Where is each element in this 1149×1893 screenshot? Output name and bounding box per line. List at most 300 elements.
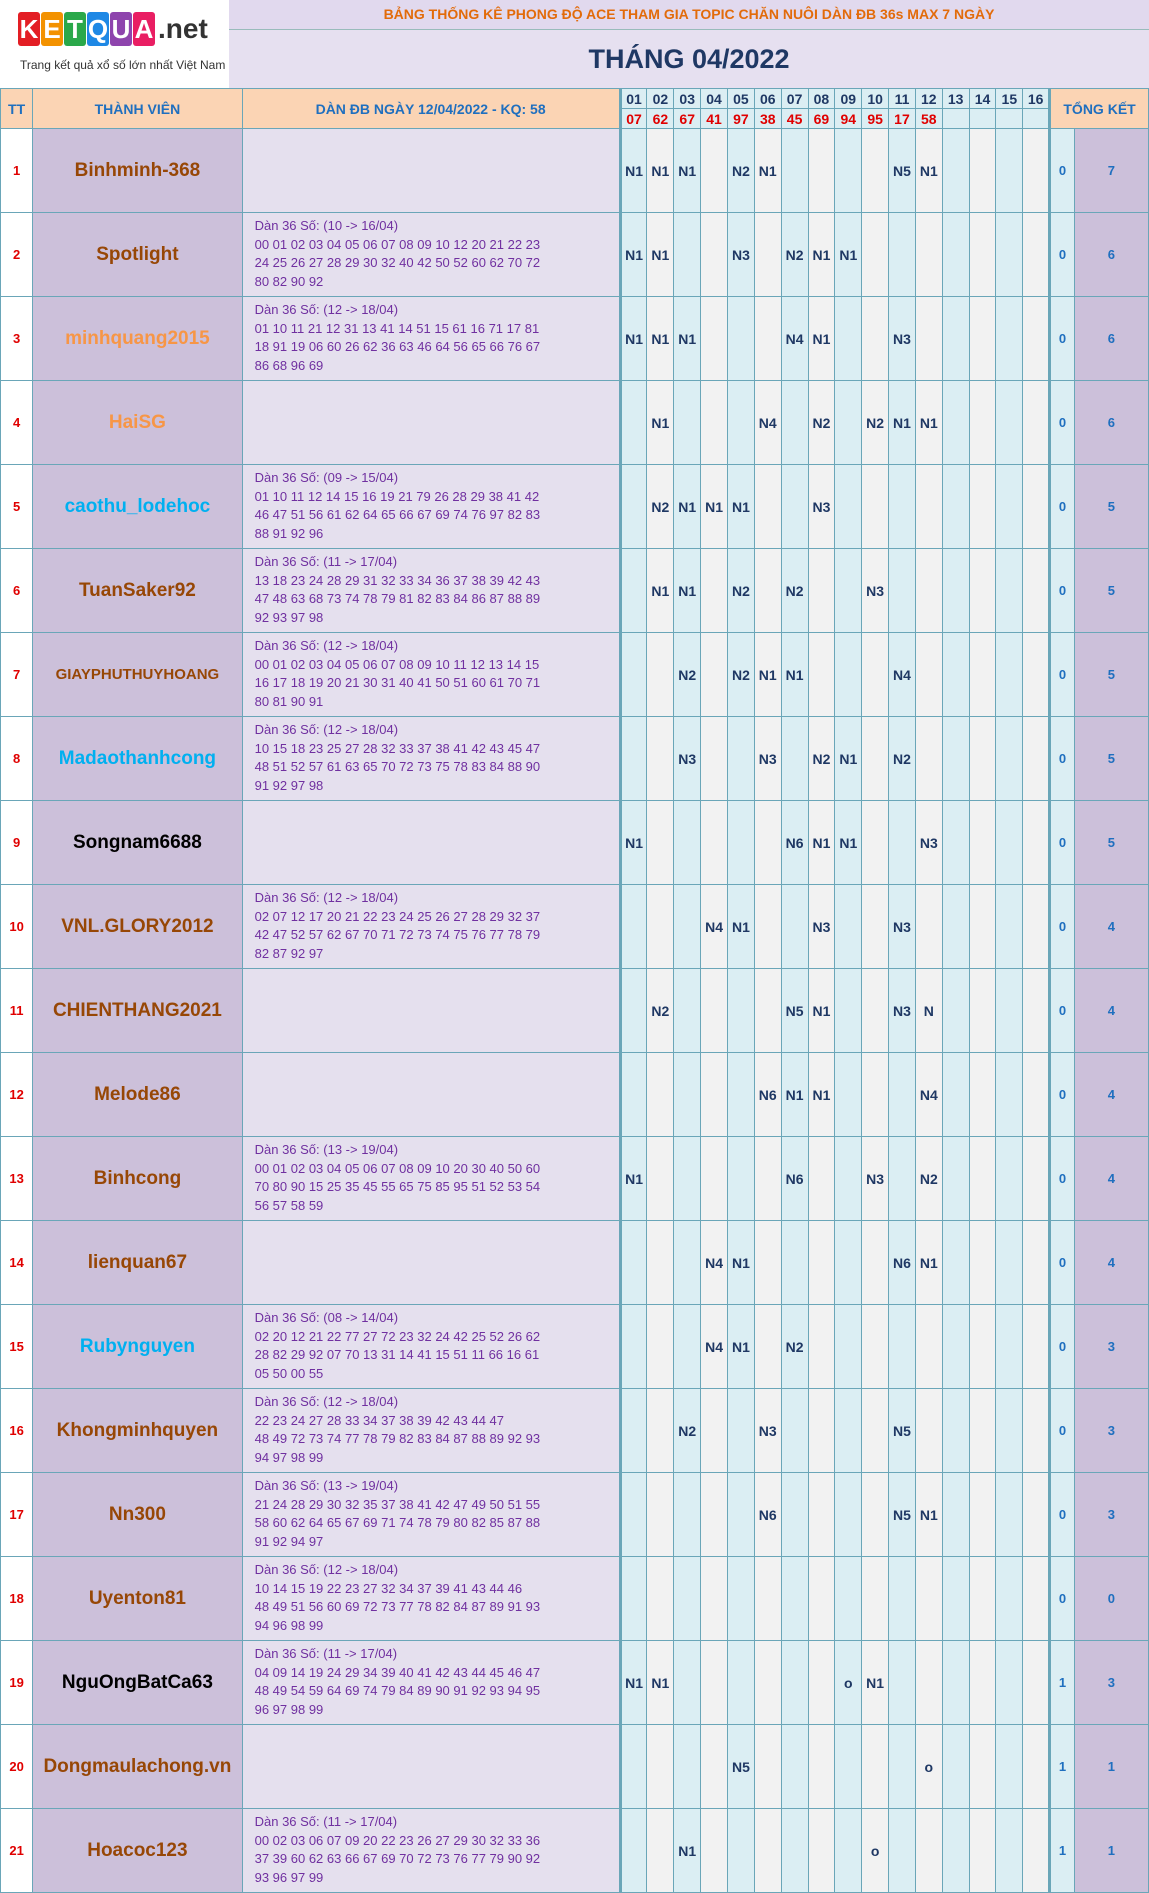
day-cell — [996, 1473, 1023, 1557]
day-cell — [862, 969, 889, 1053]
day-cell: N1 — [701, 465, 728, 549]
day-cell — [915, 1641, 942, 1725]
day-cell — [727, 1473, 754, 1557]
day-cell — [862, 1053, 889, 1137]
total-score: 5 — [1074, 465, 1148, 549]
day-cell — [808, 1221, 835, 1305]
day-cell — [781, 465, 808, 549]
day-cell — [808, 129, 835, 213]
dan-line: Dàn 36 Số: (12 -> 18/04) — [254, 302, 399, 317]
day-cell — [781, 1809, 808, 1893]
hit-count: 0 — [1050, 297, 1075, 381]
day-cell: N2 — [727, 129, 754, 213]
day-header: 15 — [996, 89, 1023, 109]
day-cell: N3 — [889, 969, 916, 1053]
day-cell — [835, 1809, 862, 1893]
day-cell: N1 — [647, 1641, 674, 1725]
dan-line: 00 01 02 03 04 05 06 07 08 09 10 11 12 13 14 15 — [254, 656, 540, 672]
member-name[interactable]: GIAYPHUTHUYHOANG — [33, 633, 242, 717]
day-cell: N3 — [754, 717, 781, 801]
day-cell — [808, 1137, 835, 1221]
day-header: 14 — [969, 89, 996, 109]
day-cell — [969, 1389, 996, 1473]
day-cell — [969, 1305, 996, 1389]
member-name[interactable]: Madaothanhcong — [33, 717, 242, 801]
day-cell: N5 — [727, 1725, 754, 1809]
dan-line: Dàn 36 Số: (11 -> 17/04) — [254, 554, 398, 569]
dan-line: 70 80 90 15 25 35 45 55 65 75 85 95 51 52 53 54 — [254, 1179, 541, 1194]
day-result: 67 — [674, 109, 701, 129]
row-number: 7 — [1, 633, 33, 717]
day-cell — [674, 1305, 701, 1389]
day-cell — [701, 381, 728, 465]
dan-numbers — [242, 1641, 620, 1725]
day-cell — [942, 129, 969, 213]
table-row — [1, 1389, 1149, 1473]
dan-line: Dàn 36 Số: (12 -> 18/04) — [254, 890, 399, 905]
day-cell — [727, 1641, 754, 1725]
day-result: 38 — [754, 109, 781, 129]
day-cell — [620, 549, 647, 633]
day-cell — [781, 1641, 808, 1725]
day-cell — [620, 1389, 647, 1473]
member-name[interactable]: caothu_lodehoc — [33, 465, 242, 549]
day-cell — [1023, 297, 1050, 381]
day-cell — [996, 549, 1023, 633]
dan-line: 02 20 12 21 22 77 27 72 23 32 24 42 25 52 26 62 — [254, 1328, 541, 1344]
day-cell — [915, 885, 942, 969]
hit-count: 0 — [1050, 1473, 1075, 1557]
dan-line: Dàn 36 Số: (13 -> 19/04) — [254, 1478, 399, 1493]
member-name[interactable]: Nn300 — [33, 1473, 242, 1557]
day-cell: N1 — [727, 465, 754, 549]
row-number: 1 — [1, 129, 33, 213]
row-number: 4 — [1, 381, 33, 465]
hit-count: 0 — [1050, 1053, 1075, 1137]
day-cell: N2 — [862, 381, 889, 465]
day-cell — [701, 633, 728, 717]
row-number: 14 — [1, 1221, 33, 1305]
day-cell — [674, 1557, 701, 1641]
day-cell: N1 — [620, 1641, 647, 1725]
dan-numbers — [242, 1389, 620, 1473]
dan-line: 28 82 29 92 07 70 13 31 14 41 15 51 11 66 16 61 — [254, 1347, 540, 1362]
logo-letter: A — [133, 12, 155, 46]
dan-numbers — [242, 1557, 620, 1641]
day-cell: N5 — [781, 969, 808, 1053]
day-cell — [647, 1053, 674, 1137]
dan-line: Dàn 36 Số: (11 -> 17/04) — [254, 1814, 398, 1829]
day-cell: N3 — [808, 885, 835, 969]
day-cell: N4 — [701, 1221, 728, 1305]
total-score: 1 — [1074, 1809, 1148, 1893]
day-cell — [701, 1473, 728, 1557]
day-cell: N2 — [674, 1389, 701, 1473]
day-cell — [915, 1557, 942, 1641]
day-cell — [969, 213, 996, 297]
day-cell — [647, 717, 674, 801]
day-cell — [996, 381, 1023, 465]
day-cell: N2 — [781, 1305, 808, 1389]
dan-line: 82 87 92 97 — [254, 945, 324, 961]
day-cell — [620, 1809, 647, 1893]
day-cell: N1 — [620, 1137, 647, 1221]
dan-line: Dàn 36 Số: (11 -> 17/04) — [254, 1646, 398, 1661]
dan-line: 80 82 90 92 — [254, 273, 324, 289]
day-cell — [996, 633, 1023, 717]
day-cell — [647, 1389, 674, 1473]
day-cell — [969, 885, 996, 969]
day-cell — [942, 717, 969, 801]
day-cell — [754, 1221, 781, 1305]
day-cell — [969, 717, 996, 801]
dan-line: Dàn 36 Số: (08 -> 14/04) — [254, 1310, 399, 1325]
day-cell — [701, 297, 728, 381]
day-cell — [620, 717, 647, 801]
day-cell — [674, 381, 701, 465]
day-cell — [674, 801, 701, 885]
row-number: 3 — [1, 297, 33, 381]
day-cell — [996, 1389, 1023, 1473]
day-cell — [620, 465, 647, 549]
day-cell — [996, 1305, 1023, 1389]
dan-line: Dàn 36 Số: (10 -> 16/04) — [254, 218, 399, 233]
day-header: 06 — [754, 89, 781, 109]
day-header: 08 — [808, 89, 835, 109]
day-cell — [647, 1137, 674, 1221]
day-cell — [808, 1557, 835, 1641]
row-number: 10 — [1, 885, 33, 969]
table-row — [1, 1305, 1149, 1389]
row-number: 18 — [1, 1557, 33, 1641]
day-cell: N3 — [889, 885, 916, 969]
day-cell — [781, 885, 808, 969]
member-name[interactable]: HaiSG — [33, 381, 242, 465]
day-cell — [996, 801, 1023, 885]
dan-line: Dàn 36 Số: (12 -> 18/04) — [254, 722, 399, 737]
dan-line: 91 92 94 97 — [254, 1533, 324, 1549]
day-cell: N5 — [889, 129, 916, 213]
dan-numbers — [242, 1137, 620, 1221]
total-score: 1 — [1074, 1725, 1148, 1809]
dan-line: 13 18 23 24 28 29 31 32 33 34 36 37 38 39 42 43 — [254, 572, 541, 588]
dan-line: 05 50 00 55 — [254, 1365, 324, 1381]
day-cell — [996, 1809, 1023, 1893]
day-cell — [674, 1137, 701, 1221]
day-cell: N3 — [727, 213, 754, 297]
member-name[interactable]: Songnam6688 — [33, 801, 242, 885]
day-cell — [1023, 465, 1050, 549]
member-name[interactable]: NguOngBatCa63 — [33, 1641, 242, 1725]
table-row — [1, 801, 1149, 885]
day-cell — [647, 1473, 674, 1557]
day-header: 13 — [942, 89, 969, 109]
day-header: 01 — [620, 89, 647, 109]
total-score: 4 — [1074, 1053, 1148, 1137]
day-cell: o — [915, 1725, 942, 1809]
day-cell — [889, 1137, 916, 1221]
day-cell — [942, 1221, 969, 1305]
day-cell — [942, 885, 969, 969]
day-cell — [889, 213, 916, 297]
dan-line: 46 47 51 56 61 62 64 65 66 67 69 74 76 97 82 83 — [254, 507, 541, 522]
dan-line: 10 14 15 19 22 23 27 32 34 37 39 41 43 44 46 — [254, 1580, 523, 1596]
day-cell — [781, 1725, 808, 1809]
day-cell — [942, 1725, 969, 1809]
day-cell — [969, 1809, 996, 1893]
day-result — [942, 109, 969, 129]
member-name[interactable]: Hoacoc123 — [33, 1809, 242, 1893]
row-number: 21 — [1, 1809, 33, 1893]
day-cell — [620, 1053, 647, 1137]
day-cell: N3 — [674, 717, 701, 801]
day-cell: N3 — [808, 465, 835, 549]
day-cell — [996, 1053, 1023, 1137]
day-cell — [915, 465, 942, 549]
member-name[interactable]: minhquang2015 — [33, 297, 242, 381]
day-header: 05 — [727, 89, 754, 109]
day-cell — [835, 549, 862, 633]
day-cell — [915, 1305, 942, 1389]
hit-count: 0 — [1050, 969, 1075, 1053]
day-cell: N4 — [701, 885, 728, 969]
day-cell — [1023, 633, 1050, 717]
day-cell — [781, 1473, 808, 1557]
day-cell — [754, 885, 781, 969]
day-cell — [781, 1389, 808, 1473]
total-score: 3 — [1074, 1641, 1148, 1725]
day-cell — [996, 1137, 1023, 1221]
dan-line: Dàn 36 Số: (09 -> 15/04) — [254, 470, 399, 485]
day-cell: N6 — [754, 1053, 781, 1137]
day-cell — [808, 633, 835, 717]
day-result: 45 — [781, 109, 808, 129]
day-cell — [674, 1641, 701, 1725]
member-name[interactable]: Spotlight — [33, 213, 242, 297]
day-cell: N2 — [915, 1137, 942, 1221]
day-cell — [754, 1809, 781, 1893]
day-cell — [862, 633, 889, 717]
dan-line: 47 48 63 68 73 74 78 79 81 82 83 84 86 87 88 89 — [254, 591, 541, 606]
day-cell — [647, 801, 674, 885]
dan-line: 10 15 18 23 25 27 28 32 33 37 38 41 42 43 45 47 — [254, 740, 541, 756]
total-score: 5 — [1074, 633, 1148, 717]
day-cell: N1 — [647, 381, 674, 465]
day-cell — [727, 297, 754, 381]
day-cell — [889, 1053, 916, 1137]
day-cell — [835, 1305, 862, 1389]
hit-count: 0 — [1050, 717, 1075, 801]
day-cell — [620, 1557, 647, 1641]
day-result: 07 — [620, 109, 647, 129]
table-row — [1, 633, 1149, 717]
day-cell — [701, 1641, 728, 1725]
day-cell — [969, 1137, 996, 1221]
day-cell — [942, 465, 969, 549]
day-cell — [889, 801, 916, 885]
day-cell: N5 — [889, 1389, 916, 1473]
day-cell — [754, 1641, 781, 1725]
day-cell — [1023, 1305, 1050, 1389]
day-cell — [835, 381, 862, 465]
day-cell — [754, 549, 781, 633]
member-name[interactable]: Binhcong — [33, 1137, 242, 1221]
hit-count: 0 — [1050, 633, 1075, 717]
day-cell — [701, 801, 728, 885]
day-cell — [942, 1305, 969, 1389]
day-cell — [835, 129, 862, 213]
member-name[interactable]: Binhminh-368 — [33, 129, 242, 213]
day-cell: N1 — [835, 213, 862, 297]
member-name[interactable]: Dongmaulachong.vn — [33, 1725, 242, 1809]
hit-count: 0 — [1050, 129, 1075, 213]
day-cell: N5 — [889, 1473, 916, 1557]
day-cell — [835, 1389, 862, 1473]
day-cell: N1 — [915, 381, 942, 465]
member-name[interactable]: Rubynguyen — [33, 1305, 242, 1389]
day-cell: N2 — [647, 465, 674, 549]
day-cell — [862, 1473, 889, 1557]
day-cell — [942, 549, 969, 633]
day-cell — [969, 1641, 996, 1725]
day-cell — [674, 213, 701, 297]
day-cell — [969, 1473, 996, 1557]
day-cell: N1 — [647, 129, 674, 213]
total-score: 4 — [1074, 1221, 1148, 1305]
day-cell — [1023, 129, 1050, 213]
day-header: 07 — [781, 89, 808, 109]
day-cell — [969, 1557, 996, 1641]
day-header: 02 — [647, 89, 674, 109]
day-cell: N — [915, 969, 942, 1053]
dan-line: Dàn 36 Số: (12 -> 18/04) — [254, 638, 399, 653]
total-score: 5 — [1074, 717, 1148, 801]
member-name[interactable]: Uyenton81 — [33, 1557, 242, 1641]
day-cell: N2 — [808, 717, 835, 801]
day-cell — [889, 465, 916, 549]
table-row — [1, 969, 1149, 1053]
dan-numbers — [242, 801, 620, 885]
day-cell — [942, 1641, 969, 1725]
table-row — [1, 1473, 1149, 1557]
day-cell: N2 — [647, 969, 674, 1053]
total-score: 0 — [1074, 1557, 1148, 1641]
row-number: 2 — [1, 213, 33, 297]
member-name[interactable]: Khongminhquyen — [33, 1389, 242, 1473]
day-cell — [647, 1305, 674, 1389]
day-cell: N1 — [808, 297, 835, 381]
day-cell — [915, 717, 942, 801]
day-cell — [915, 633, 942, 717]
day-cell — [996, 1557, 1023, 1641]
day-cell: N1 — [727, 885, 754, 969]
day-cell: N1 — [835, 801, 862, 885]
day-cell — [647, 885, 674, 969]
logo-wordmark — [18, 12, 208, 46]
day-cell — [647, 1221, 674, 1305]
day-cell — [620, 1221, 647, 1305]
day-result: 58 — [915, 109, 942, 129]
day-cell — [1023, 1137, 1050, 1221]
day-cell — [942, 1137, 969, 1221]
col-header-total: TỔNG KẾT — [1050, 89, 1149, 129]
day-cell: N2 — [781, 213, 808, 297]
row-number: 20 — [1, 1725, 33, 1809]
day-header: 04 — [701, 89, 728, 109]
row-number: 16 — [1, 1389, 33, 1473]
day-cell: N1 — [808, 213, 835, 297]
member-name[interactable]: VNL.GLORY2012 — [33, 885, 242, 969]
day-cell: N6 — [781, 1137, 808, 1221]
day-cell: N1 — [620, 129, 647, 213]
dan-line: 42 47 52 57 62 67 70 71 72 73 74 75 76 77 78 79 — [254, 927, 541, 942]
logo-tagline: Trang kết quả xổ số lớn nhất Việt Nam — [20, 58, 226, 72]
day-cell — [889, 1809, 916, 1893]
member-name[interactable]: CHIENTHANG2021 — [33, 969, 242, 1053]
day-cell: N2 — [674, 633, 701, 717]
day-header: 12 — [915, 89, 942, 109]
day-cell: N1 — [808, 969, 835, 1053]
table-row — [1, 213, 1149, 297]
day-cell — [889, 1557, 916, 1641]
day-cell: N3 — [862, 549, 889, 633]
ketqua-logo[interactable] — [0, 0, 229, 88]
row-number: 5 — [1, 465, 33, 549]
day-cell — [996, 129, 1023, 213]
dan-line: 18 91 19 06 60 26 62 36 63 46 64 56 65 66 76 67 — [254, 339, 541, 354]
day-cell: N1 — [674, 1809, 701, 1893]
dan-line: 02 07 12 17 20 21 22 23 24 25 26 27 28 29 32 37 — [254, 908, 541, 924]
member-name[interactable]: TuanSaker92 — [33, 549, 242, 633]
row-number: 12 — [1, 1053, 33, 1137]
day-cell — [620, 381, 647, 465]
day-cell — [1023, 1389, 1050, 1473]
total-score: 4 — [1074, 885, 1148, 969]
member-name[interactable]: Melode86 — [33, 1053, 242, 1137]
dan-line: 48 49 72 73 74 77 78 79 82 83 84 87 88 89 92 93 — [254, 1431, 541, 1446]
row-number: 9 — [1, 801, 33, 885]
day-cell — [808, 1641, 835, 1725]
day-cell — [1023, 549, 1050, 633]
day-cell — [754, 465, 781, 549]
day-cell — [835, 297, 862, 381]
table-row — [1, 885, 1149, 969]
day-cell — [942, 969, 969, 1053]
dan-numbers — [242, 465, 620, 549]
total-score: 6 — [1074, 381, 1148, 465]
day-cell — [996, 1725, 1023, 1809]
row-number: 15 — [1, 1305, 33, 1389]
day-cell — [1023, 1221, 1050, 1305]
day-cell — [727, 969, 754, 1053]
day-cell — [1023, 717, 1050, 801]
day-cell — [862, 1221, 889, 1305]
day-cell — [889, 1641, 916, 1725]
table-row — [1, 1557, 1149, 1641]
day-cell — [835, 1557, 862, 1641]
logo-letter: E — [41, 12, 63, 46]
table-row — [1, 1809, 1149, 1893]
member-name[interactable]: lienquan67 — [33, 1221, 242, 1305]
day-cell: N1 — [781, 633, 808, 717]
day-cell — [727, 1137, 754, 1221]
hit-count: 0 — [1050, 1137, 1075, 1221]
day-cell: N1 — [647, 297, 674, 381]
day-cell — [674, 885, 701, 969]
dan-numbers — [242, 717, 620, 801]
day-cell: N4 — [754, 381, 781, 465]
dan-line: 94 96 98 99 — [254, 1617, 324, 1633]
